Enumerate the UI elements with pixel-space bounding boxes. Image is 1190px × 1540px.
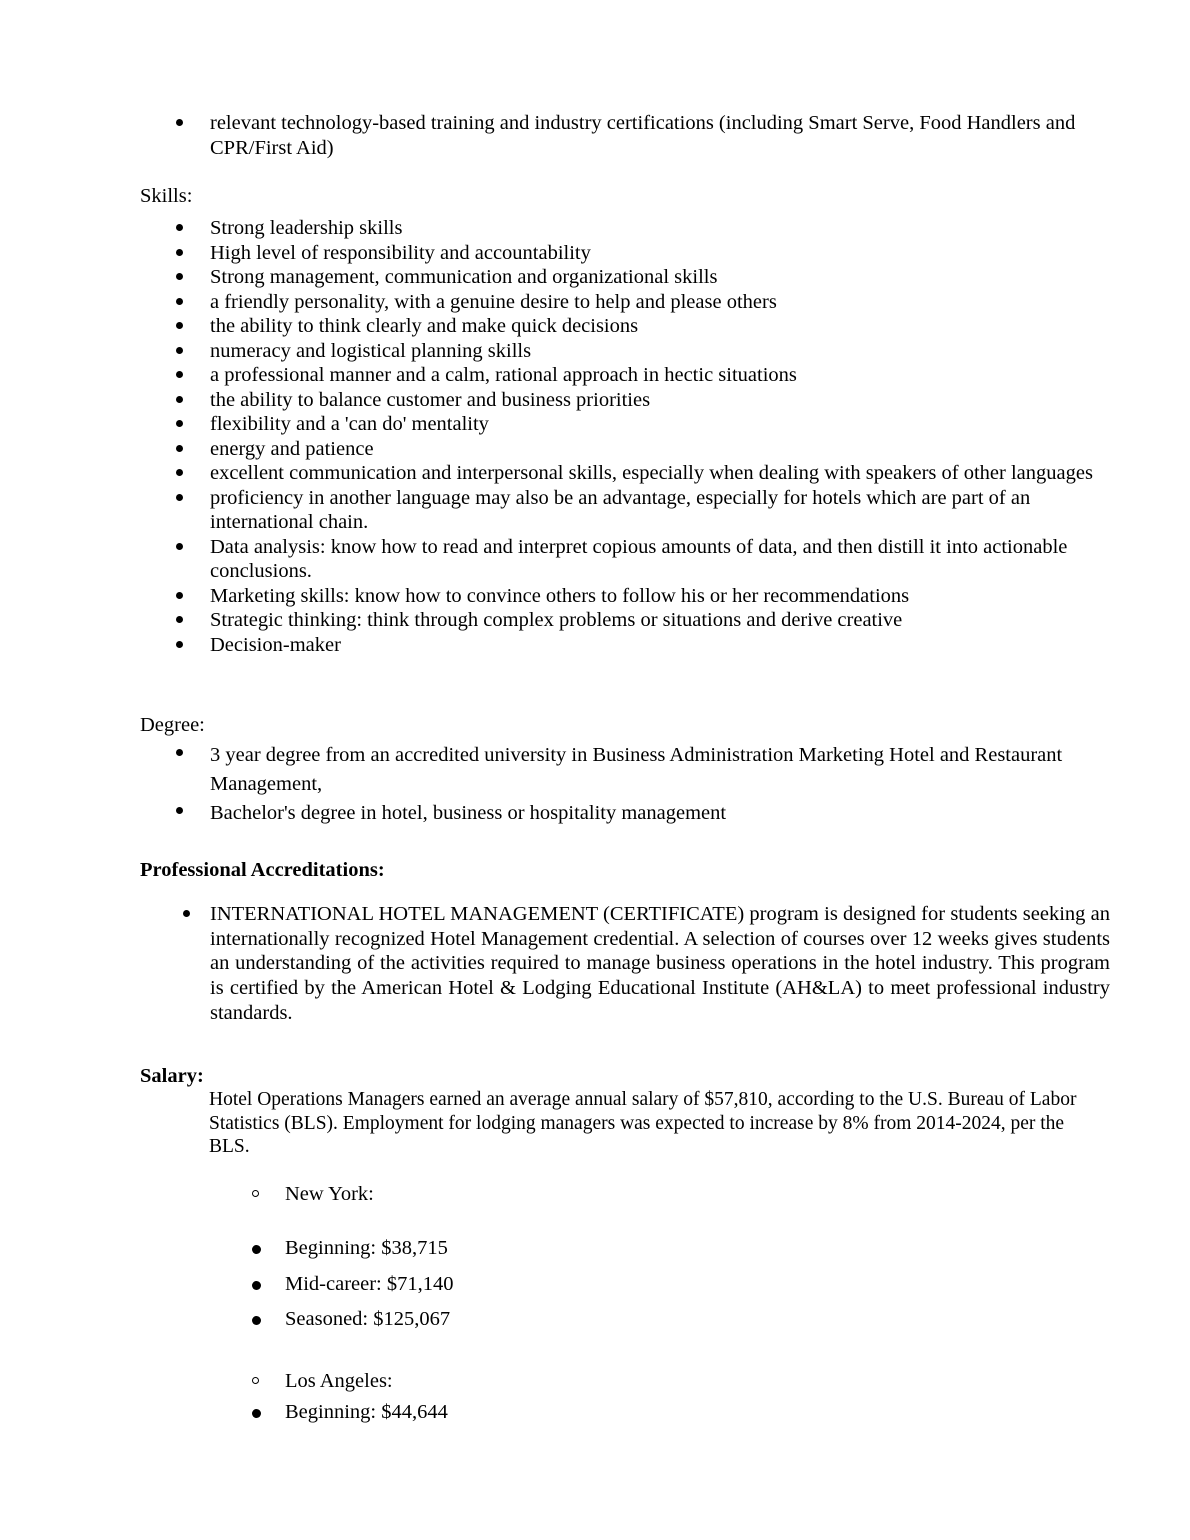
list-item: Bachelor's degree in hotel, business or hospitality management bbox=[140, 799, 1110, 828]
training-list bbox=[140, 111, 1110, 160]
list-item: flexibility and a 'can do' mentality bbox=[140, 412, 1110, 437]
list-item: relevant technology-based training and industry certifications (including Smart Serve, Food Handlers and CPR/First Aid) bbox=[140, 111, 1110, 160]
list-item: energy and patience bbox=[140, 437, 1110, 462]
list-item: proficiency in another language may also be an advantage, especially for hotels which are part of an international chain. bbox=[140, 486, 1110, 535]
accreditations-heading: Professional Accreditations: bbox=[140, 859, 385, 881]
degree-heading: Degree: bbox=[140, 714, 205, 736]
city-heading-new-york: New York: bbox=[249, 1182, 849, 1207]
skills-list bbox=[140, 216, 1110, 657]
los-angeles-group bbox=[249, 1369, 849, 1394]
list-item: Decision-maker bbox=[140, 633, 1110, 658]
list-item: High level of responsibility and accountability bbox=[140, 241, 1110, 266]
list-item: Strategic thinking: think through complex problems or situations and derive creative bbox=[140, 608, 1110, 633]
accreditations-list bbox=[140, 902, 1110, 1026]
list-item: a professional manner and a calm, rational approach in hectic situations bbox=[140, 363, 1110, 388]
new-york-group bbox=[249, 1182, 849, 1207]
list-item: INTERNATIONAL HOTEL MANAGEMENT (CERTIFICATE) program is designed for students seeking an internationally recognized Hotel Management credential. A selection of courses over 12 weeks gives students an understanding of the activities required to manage business operations in the hotel industry. This program is certified by the American Hotel & Lodging Educational Institute (AH&LA) to meet professional industry standards. bbox=[140, 902, 1110, 1026]
list-item: numeracy and logistical planning skills bbox=[140, 339, 1110, 364]
list-item: the ability to think clearly and make quick decisions bbox=[140, 314, 1110, 339]
los-angeles-salary-list bbox=[249, 1400, 849, 1425]
list-item: Marketing skills: know how to convince others to follow his or her recommendations bbox=[140, 584, 1110, 609]
list-item: Data analysis: know how to read and interpret copious amounts of data, and then distill it into actionable conclusions. bbox=[140, 535, 1110, 584]
list-item: Strong management, communication and organizational skills bbox=[140, 265, 1110, 290]
list-item: excellent communication and interpersonal skills, especially when dealing with speakers of other languages bbox=[140, 461, 1110, 486]
salary-item: Beginning: $44,644 bbox=[249, 1400, 849, 1425]
list-item: a friendly personality, with a genuine desire to help and please others bbox=[140, 290, 1110, 315]
salary-heading: Salary: bbox=[140, 1065, 204, 1087]
salary-item: Mid-career: $71,140 bbox=[249, 1272, 849, 1308]
list-item: Strong leadership skills bbox=[140, 216, 1110, 241]
salary-item: Seasoned: $125,067 bbox=[249, 1307, 849, 1343]
salary-paragraph: Hotel Operations Managers earned an average annual salary of $57,810, according to the U.S. Bureau of Labor Statistics (BLS). Employment for lodging managers was expected to increase by 8% from 2014-2024, per the BLS. bbox=[209, 1089, 1077, 1157]
city-heading-los-angeles: Los Angeles: bbox=[249, 1369, 849, 1394]
list-item: the ability to balance customer and business priorities bbox=[140, 388, 1110, 413]
salary-item: Beginning: $38,715 bbox=[249, 1236, 849, 1272]
new-york-salary-list bbox=[249, 1236, 849, 1343]
skills-heading: Skills: bbox=[140, 185, 193, 207]
degree-list bbox=[140, 741, 1110, 828]
list-item: 3 year degree from an accredited university in Business Administration Marketing Hotel and Restaurant Management, bbox=[140, 741, 1110, 799]
